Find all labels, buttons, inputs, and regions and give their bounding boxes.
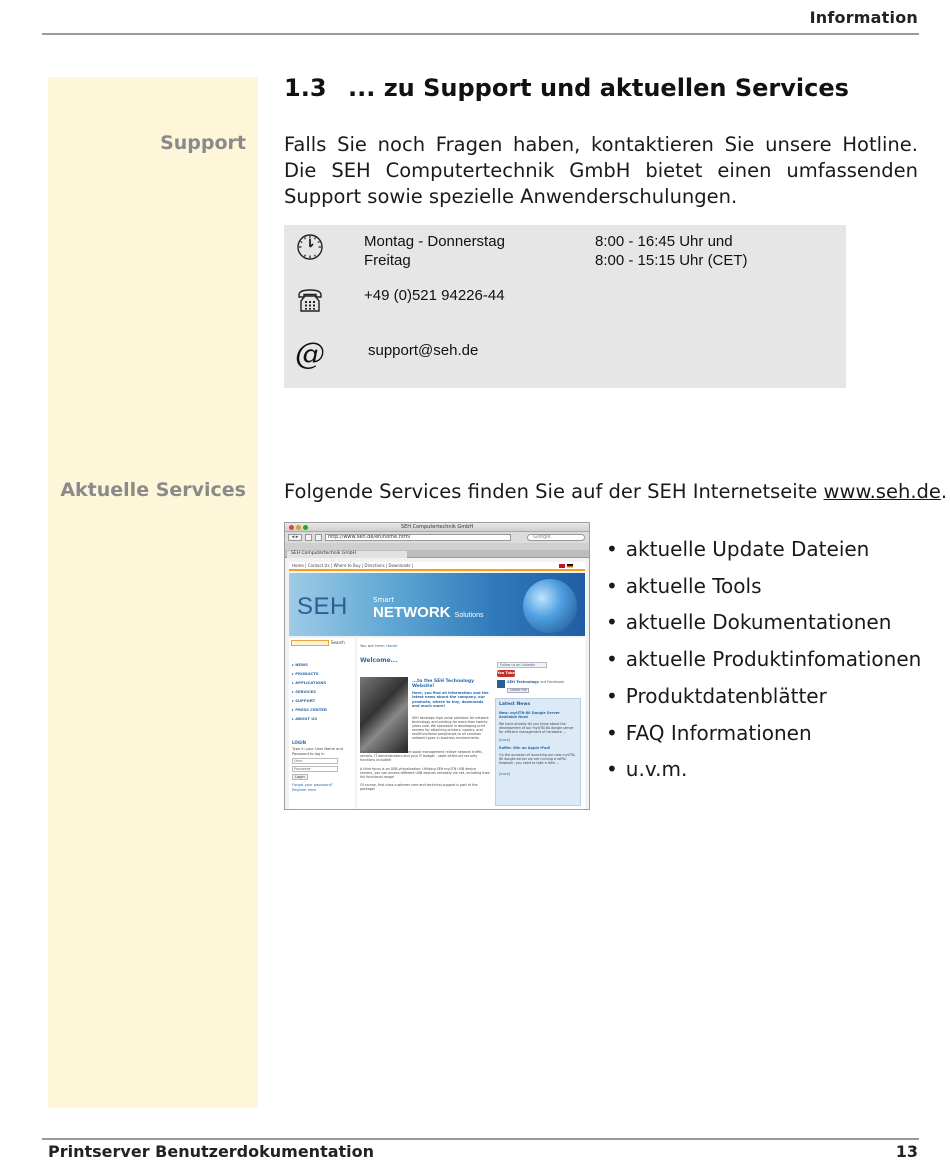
news-1-more-link[interactable]: [more] xyxy=(499,738,511,742)
banner-network-word: NETWORK xyxy=(373,604,451,621)
browser-window-title: SEH Computertechnik GmbH xyxy=(400,524,474,530)
list-item: • aktuelle Produktinfomationen xyxy=(606,641,921,678)
site-nav-item-label: NEWS xyxy=(295,662,308,667)
site-banner xyxy=(289,573,585,636)
site-search-input[interactable] xyxy=(291,640,329,646)
hours-days-1: Montag - Donnerstag xyxy=(364,233,505,250)
body-text-4: Of course, first class customer care and technical support is part of the package! xyxy=(360,783,478,791)
site-nav-item[interactable] xyxy=(292,696,327,705)
site-nav-item[interactable] xyxy=(292,714,327,723)
nav-arrow-icon: ▸ xyxy=(292,707,296,712)
site-content xyxy=(357,638,585,809)
browser-toolbar xyxy=(285,532,589,543)
news-2-title[interactable]: Raffle: Win an Apple iPad! xyxy=(499,746,551,750)
login-title: LOGIN xyxy=(292,740,306,745)
globe-graphic xyxy=(523,579,577,633)
list-item: • FAQ Informationen xyxy=(606,715,921,752)
browser-titlebar xyxy=(285,523,589,532)
body-text-3: A third focus is on USB-virtualization: Utilizing SEH myUTN USB device servers, you can access different USB devices remotely via net, including their full functional range! xyxy=(360,767,490,779)
services-intro xyxy=(284,479,948,505)
linkedin-button[interactable]: Follow us on LinkedIn xyxy=(497,662,547,668)
seh-logo[interactable]: SEH xyxy=(297,593,348,620)
seh-website-link[interactable]: www.seh.de xyxy=(823,480,941,503)
nav-arrow-icon: ▸ xyxy=(292,671,296,676)
facebook-on-text: auf Facebook xyxy=(540,680,565,684)
site-nav-item-label: PRODUCTS xyxy=(295,671,319,676)
facebook-name xyxy=(507,680,564,684)
news-1-title[interactable]: New: myUTN-80 Dongle Server Available Now! xyxy=(499,711,560,720)
hours-time-2: 8:00 - 15:15 Uhr (CET) xyxy=(595,252,748,269)
contact-box xyxy=(284,225,846,388)
section-title: ... zu Support und aktuellen Services xyxy=(348,74,849,102)
clock-icon xyxy=(296,233,324,261)
at-sign-icon: @ xyxy=(295,337,325,372)
latest-news-heading: Latest News xyxy=(499,702,531,707)
section-heading xyxy=(284,74,849,102)
news-2-more-link[interactable]: [more] xyxy=(499,772,511,776)
list-item: • aktuelle Dokumentationen xyxy=(606,604,921,641)
site-nav-item[interactable] xyxy=(292,678,327,687)
site-nav-menu xyxy=(292,660,327,723)
nav-arrow-icon: ▸ xyxy=(292,716,296,721)
phone-number: +49 (0)521 94226-44 xyxy=(364,287,505,304)
news-1-text: We have already let you know about the development of our myUTN-80 dongle server for efficient management of hardware ... xyxy=(499,722,574,734)
section-number: 1.3 xyxy=(284,74,327,102)
site-nav-item-label: SUPPORT xyxy=(295,698,316,703)
like-button[interactable]: Gefällt mir xyxy=(507,688,529,693)
list-item: • aktuelle Tools xyxy=(606,568,921,605)
site-nav-item-label: PRESS CENTER xyxy=(295,707,327,712)
latest-news-box xyxy=(495,698,581,806)
login-user-field[interactable]: User: xyxy=(292,758,338,764)
browser-tab[interactable]: SEH Computertechnik GmbH xyxy=(287,551,407,558)
page-header-title: Information xyxy=(809,8,918,27)
site-breadcrumb xyxy=(360,643,397,648)
register-link[interactable]: Register here xyxy=(292,788,317,792)
footer-title: Printserver Benutzerdokumentation xyxy=(48,1142,375,1161)
support-email: support@seh.de xyxy=(368,342,479,359)
product-photo xyxy=(360,677,408,753)
nav-arrow-icon: ▸ xyxy=(292,662,296,667)
hours-time-1: 8:00 - 16:45 Uhr und xyxy=(595,233,733,250)
services-intro-text: Folgende Services finden Sie auf der SEH Internetseite xyxy=(284,480,824,503)
reload-button[interactable] xyxy=(315,534,322,541)
site-search-button[interactable]: Search xyxy=(331,640,345,645)
browser-tab-bar xyxy=(285,550,589,558)
to-seh-heading: ...to the SEH Technology Website! xyxy=(412,679,475,689)
flag-icon-2[interactable] xyxy=(567,564,573,568)
banner-solutions-word: Solutions xyxy=(454,612,484,619)
breadcrumb-prefix: You are here: xyxy=(360,643,385,648)
site-nav-item[interactable] xyxy=(292,705,327,714)
nav-arrow-icon: ▸ xyxy=(292,680,296,685)
news-2-text: On the occasion of launching our new myUTN-80 dongle server we are running a raffle. However, you need to take a little ... xyxy=(499,753,576,765)
banner-network-text xyxy=(373,604,483,621)
support-margin-label: Support xyxy=(160,132,246,154)
site-top-nav-links[interactable]: Home | Contact Us | Where to Buy | Directions | Downloads | xyxy=(292,563,414,568)
list-item: • aktuelle Update Dateien xyxy=(606,531,921,568)
address-bar[interactable]: http://www.seh.de/en/home.html xyxy=(325,534,511,541)
webpage-area xyxy=(285,558,589,809)
services-intro-suffix: . xyxy=(940,480,948,503)
nav-arrow-icon: ▸ xyxy=(292,698,296,703)
footer-rule xyxy=(42,1138,919,1140)
youtube-icon[interactable]: You Tube xyxy=(497,671,515,675)
highlight-text: Here, you find all information and the latest news about the company, our products, where to buy, downloads and much more! xyxy=(412,691,489,708)
nav-arrow-icon: ▸ xyxy=(292,689,296,694)
site-nav-item-label: ABOUT US xyxy=(295,716,318,721)
telephone-icon xyxy=(296,286,324,314)
seh-website-screenshot xyxy=(284,522,590,810)
body-text-2: Our ISD appliances for efficient spool management relieve network traffic, servers, IT administrators and your IT budget - state-of-the-art security functions included! xyxy=(360,750,483,762)
page-number: 13 xyxy=(895,1142,918,1161)
support-paragraph: Falls Sie noch Fragen haben, kontaktieren Sie unsere Hotline. Die SEH Computertechnik GmbH bietet einen umfassenden Support sowie spezielle Anwenderschulungen. xyxy=(284,133,918,208)
browser-search-field[interactable]: Google xyxy=(527,534,585,541)
login-button[interactable]: Login xyxy=(292,774,308,780)
flag-icon-1[interactable] xyxy=(559,564,565,568)
hours-days-2: Freitag xyxy=(364,252,411,269)
site-top-nav xyxy=(289,562,585,571)
margin-column xyxy=(48,77,258,1108)
site-nav-item[interactable] xyxy=(292,660,327,669)
breadcrumb-home-link[interactable]: Home xyxy=(386,643,398,648)
facebook-avatar xyxy=(497,680,505,688)
body-text-1: SEH develops high value solutions for network technology and printing for more than twenty years now. We specialize in developing print servers for attaching printers, copiers, and multifunctional peripherals to all common network types in business environments. xyxy=(412,716,489,740)
bookmarks-bar xyxy=(285,543,589,550)
forgot-password-link[interactable]: Forgot your password? xyxy=(292,783,333,787)
list-item: • u.v.m. xyxy=(606,751,921,788)
list-item: • Produktdatenblätter xyxy=(606,678,921,715)
site-sidebar xyxy=(289,638,355,809)
header-rule xyxy=(42,33,919,35)
back-forward-buttons[interactable]: ◂ ▸ xyxy=(288,534,302,541)
site-nav-item[interactable] xyxy=(292,687,327,696)
add-bookmark-button[interactable] xyxy=(305,534,312,541)
banner-smart-text: Smart xyxy=(373,596,395,604)
site-nav-item-label: SERVICES xyxy=(295,689,316,694)
site-nav-item-label: APPLICATIONS xyxy=(295,680,327,685)
login-hint: Type in your User Name and Password to log in xyxy=(292,747,343,756)
welcome-heading: Welcome... xyxy=(360,657,398,664)
login-password-field[interactable]: Password: xyxy=(292,766,338,772)
facebook-name-text[interactable]: SEH Technology xyxy=(507,680,540,684)
site-nav-item[interactable] xyxy=(292,669,327,678)
services-list xyxy=(606,531,921,788)
services-margin-label: Aktuelle Services xyxy=(60,479,246,501)
